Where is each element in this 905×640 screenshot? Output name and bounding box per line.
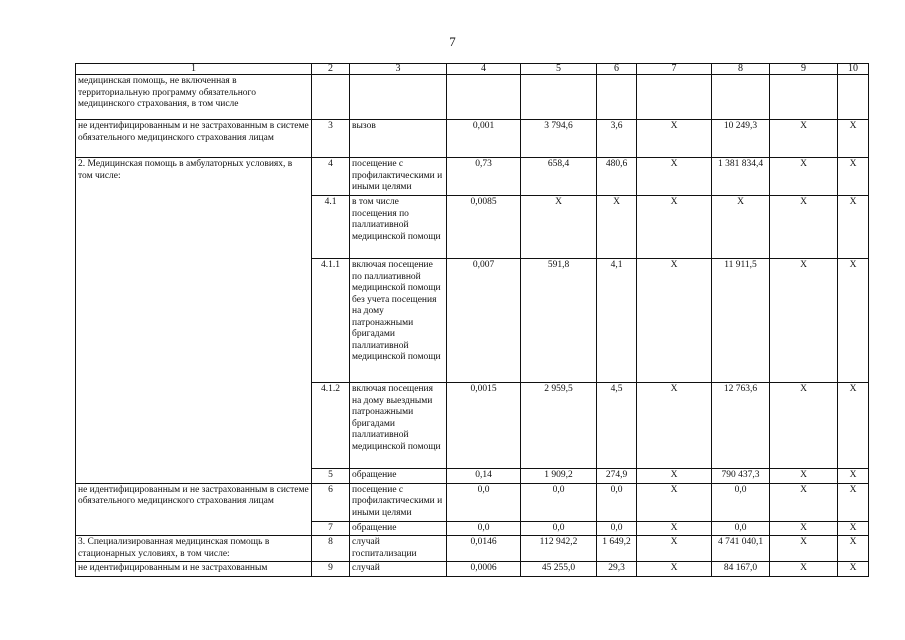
header-cell: 2: [312, 64, 350, 75]
value-cell: 112 942,2: [521, 536, 597, 562]
value-cell: X: [770, 120, 838, 158]
row-label: медицинская помощь, не включенная в территориальную программу обязательного медицинского страхования, в том числе: [76, 75, 312, 120]
header-cell: 10: [838, 64, 869, 75]
value-cell: 0,0015: [447, 383, 521, 469]
table-row: [76, 469, 869, 484]
value-cell: X: [838, 521, 869, 536]
value-cell: X: [637, 469, 712, 484]
value-cell: X: [838, 196, 869, 259]
value-cell: [712, 75, 770, 120]
value-cell: 591,8: [521, 259, 597, 383]
value-cell: 1 909,2: [521, 469, 597, 484]
value-cell: 1 649,2: [597, 536, 637, 562]
table-row: [76, 196, 869, 259]
value-cell: 3 794,6: [521, 120, 597, 158]
value-cell: X: [838, 158, 869, 196]
row-number: 4: [312, 158, 350, 196]
page-number: 7: [449, 34, 456, 49]
header-cell: 4: [447, 64, 521, 75]
row-label: [76, 383, 312, 469]
value-cell: 0,0: [521, 521, 597, 536]
value-cell: 480,6: [597, 158, 637, 196]
row-number: 6: [312, 483, 350, 521]
value-cell: X: [838, 259, 869, 383]
row-label: [76, 196, 312, 259]
value-cell: 4,1: [597, 259, 637, 383]
unit-cell: [350, 75, 447, 120]
value-cell: X: [637, 383, 712, 469]
row-number: 4.1: [312, 196, 350, 259]
header-cell: 5: [521, 64, 597, 75]
value-cell: 1 381 834,4: [712, 158, 770, 196]
unit-cell: в том числе посещения по паллиативной медицинской помощи: [350, 196, 447, 259]
value-cell: X: [712, 196, 770, 259]
value-cell: 0,14: [447, 469, 521, 484]
table-row: [76, 483, 869, 521]
row-number: [312, 75, 350, 120]
value-cell: 0,007: [447, 259, 521, 383]
row-number: 4.1.1: [312, 259, 350, 383]
value-cell: X: [770, 536, 838, 562]
value-cell: X: [637, 536, 712, 562]
row-label: не идентифицированным и не застрахованным в системе обязательного медицинского страхования лицам: [76, 483, 312, 521]
value-cell: 0,73: [447, 158, 521, 196]
value-cell: 0,0: [712, 483, 770, 521]
row-label: [76, 521, 312, 536]
value-cell: 12 763,6: [712, 383, 770, 469]
row-number: 5: [312, 469, 350, 484]
unit-cell: случай госпитализации: [350, 536, 447, 562]
value-cell: 0,0: [597, 483, 637, 521]
row-label: 2. Медицинская помощь в амбулаторных условиях, в том числе:: [76, 158, 312, 196]
tariff-table: [75, 63, 869, 577]
header-cell: 3: [350, 64, 447, 75]
value-cell: 0,0006: [447, 562, 521, 577]
value-cell: X: [838, 536, 869, 562]
table-row: [76, 158, 869, 196]
row-number: 4.1.2: [312, 383, 350, 469]
header-cell: 1: [76, 64, 312, 75]
unit-cell: обращение: [350, 521, 447, 536]
value-cell: X: [770, 196, 838, 259]
header-cell: 6: [597, 64, 637, 75]
table-row: [76, 562, 869, 577]
value-cell: 0,0: [447, 483, 521, 521]
value-cell: 4,5: [597, 383, 637, 469]
header-cell: 8: [712, 64, 770, 75]
value-cell: 2 959,5: [521, 383, 597, 469]
value-cell: [838, 75, 869, 120]
value-cell: 11 911,5: [712, 259, 770, 383]
value-cell: 790 437,3: [712, 469, 770, 484]
unit-cell: обращение: [350, 469, 447, 484]
value-cell: 274,9: [597, 469, 637, 484]
row-label: не идентифицированным и не застрахованным: [76, 562, 312, 577]
row-label: [76, 469, 312, 484]
value-cell: 0,0085: [447, 196, 521, 259]
row-number: 8: [312, 536, 350, 562]
value-cell: X: [838, 483, 869, 521]
value-cell: X: [838, 469, 869, 484]
value-cell: 45 255,0: [521, 562, 597, 577]
table-row: [76, 383, 869, 469]
table-row: [76, 75, 869, 120]
row-label: [76, 259, 312, 383]
value-cell: 658,4: [521, 158, 597, 196]
value-cell: 3,6: [597, 120, 637, 158]
value-cell: X: [838, 120, 869, 158]
value-cell: X: [637, 120, 712, 158]
table-row: [76, 120, 869, 158]
value-cell: X: [637, 562, 712, 577]
value-cell: [447, 75, 521, 120]
value-cell: X: [770, 562, 838, 577]
row-number: 9: [312, 562, 350, 577]
unit-cell: включая посещение по паллиативной медицинской помощи без учета посещения на дому патронажными бригадами паллиативной медицинской помощи: [350, 259, 447, 383]
unit-cell: включая посещения на дому выездными патронажными бригадами паллиативной медицинской помощи: [350, 383, 447, 469]
row-number: 3: [312, 120, 350, 158]
table-row: [76, 521, 869, 536]
value-cell: 0,0146: [447, 536, 521, 562]
value-cell: X: [637, 521, 712, 536]
value-cell: X: [838, 562, 869, 577]
row-number: 7: [312, 521, 350, 536]
value-cell: X: [770, 483, 838, 521]
value-cell: 0,001: [447, 120, 521, 158]
value-cell: X: [597, 196, 637, 259]
value-cell: X: [838, 383, 869, 469]
unit-cell: случай: [350, 562, 447, 577]
value-cell: X: [521, 196, 597, 259]
value-cell: X: [637, 259, 712, 383]
value-cell: 0,0: [447, 521, 521, 536]
value-cell: [770, 75, 838, 120]
value-cell: 10 249,3: [712, 120, 770, 158]
value-cell: [597, 75, 637, 120]
table-row: [76, 536, 869, 562]
unit-cell: вызов: [350, 120, 447, 158]
table-row: [76, 259, 869, 383]
value-cell: X: [770, 521, 838, 536]
value-cell: X: [770, 383, 838, 469]
header-cell: 7: [637, 64, 712, 75]
unit-cell: посещение с профилактическими и иными целями: [350, 158, 447, 196]
value-cell: 0,0: [712, 521, 770, 536]
value-cell: X: [637, 158, 712, 196]
value-cell: X: [770, 259, 838, 383]
value-cell: X: [637, 196, 712, 259]
header-cell: 9: [770, 64, 838, 75]
value-cell: X: [770, 469, 838, 484]
value-cell: 29,3: [597, 562, 637, 577]
value-cell: X: [770, 158, 838, 196]
value-cell: [521, 75, 597, 120]
row-label: не идентифицированным и не застрахованным в системе обязательного медицинского страхования лицам: [76, 120, 312, 158]
value-cell: X: [637, 483, 712, 521]
value-cell: 84 167,0: [712, 562, 770, 577]
table-header-row: [76, 64, 869, 75]
unit-cell: посещение с профилактическими и иными целями: [350, 483, 447, 521]
row-label: 3. Специализированная медицинская помощь в стационарных условиях, в том числе:: [76, 536, 312, 562]
value-cell: 4 741 040,1: [712, 536, 770, 562]
value-cell: 0,0: [521, 483, 597, 521]
value-cell: [637, 75, 712, 120]
value-cell: 0,0: [597, 521, 637, 536]
